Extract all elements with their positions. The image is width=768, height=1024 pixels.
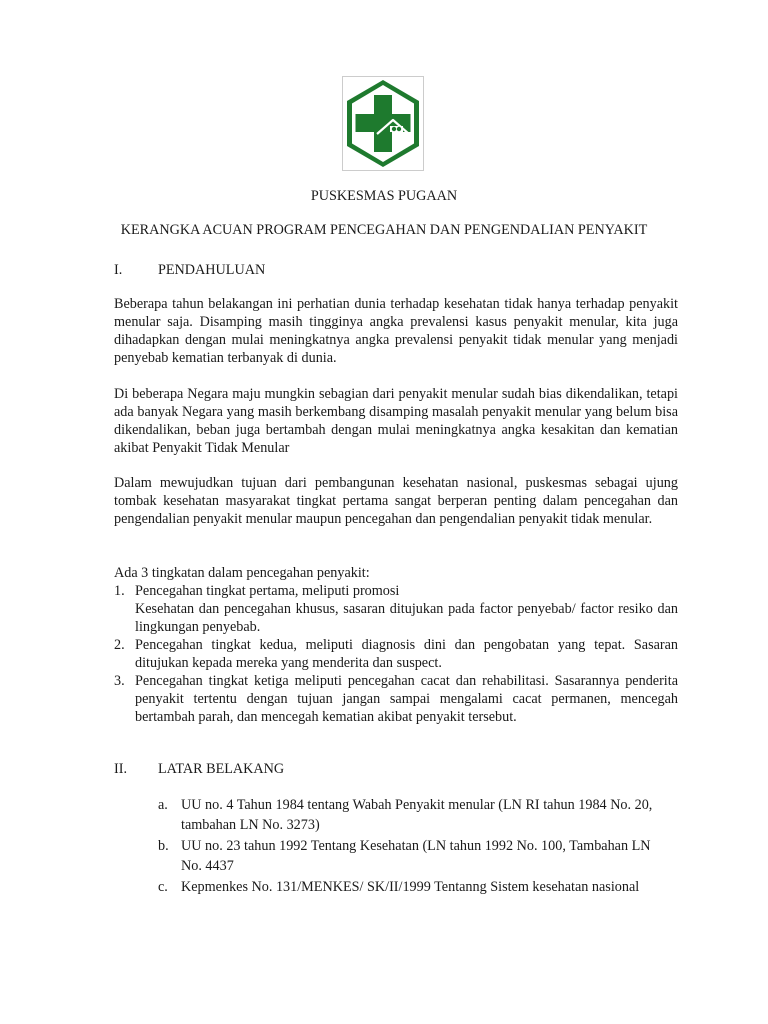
list-marker: a.	[158, 797, 168, 813]
list-item	[114, 582, 678, 636]
list-item	[158, 795, 668, 835]
list-item-text: Pencegahan tingkat kedua, meliputi diagnosis dini dan pengobatan yang tepat. Sasaran ditujukan kepada mereka yang menderita dan suspect.	[135, 637, 678, 671]
paragraph: Dalam mewujudkan tujuan dari pembangunan kesehatan nasional, puskesmas sebagai ujung tombak kesehatan masyarakat tingkat pertama sangat berperan penting dalam pencegahan dan pengendalian penyakit menular maupun pencegahan dan pengendalian penyakit tidak menular.	[114, 475, 678, 527]
list-marker: 3.	[114, 673, 125, 689]
paragraph: Di beberapa Negara maju mungkin sebagian dari penyakit menular sudah bias dikendalikan, tetapi ada banyak Negara yang masih berkembang disamping masalah penyakit menular yang belum bisa dikendalikan, beban juga bertambah dengan mulai meningkatnya angka kesakitan dan kematian akibat Penyakit Tidak Menular	[114, 386, 678, 456]
list-marker: b.	[158, 838, 169, 854]
legal-reference-list	[158, 795, 668, 898]
list-item-text: UU no. 23 tahun 1992 Tentang Kesehatan (LN tahun 1992 No. 100, Tambahan LN No. 4437	[181, 838, 651, 874]
list-item-continuation: Kesehatan dan pencegahan khusus, sasaran ditujukan pada factor penyebab/ factor resiko dan lingkungan penyebab.	[135, 601, 678, 635]
list-item-text: Kepmenkes No. 131/MENKES/ SK/II/1999 Tentanng Sistem kesehatan nasional	[181, 879, 640, 895]
list-item-text: Pencegahan tingkat ketiga meliputi pencegahan cacat dan rehabilitasi. Sasarannya penderita penyakit tertentu dengan tujuan jangan sampai mengalami cacat permanen, mencegah bertambah parah, dan mencegah kematian akibat penyakit tersebut.	[135, 673, 678, 725]
section-title: PENDAHULUAN	[158, 262, 266, 278]
list-item-text: UU no. 4 Tahun 1984 tentang Wabah Penyakit menular (LN RI tahun 1984 No. 20, tambahan LN No. 3273)	[181, 797, 653, 833]
paragraph: Beberapa tahun belakangan ini perhatian dunia terhadap kesehatan tidak hanya terhadap penyakit menular saja. Disamping masih tingginya angka prevalensi kasus penyakit menular, kita juga dihadapkan dengan mulai meningkatnya angka prevalensi penyakit tidak menular yang menjadi penyebab kematian terbanyak di dunia.	[114, 296, 678, 366]
section-title: LATAR BELAKANG	[158, 761, 285, 777]
list-item	[114, 672, 678, 726]
organization-name: PUSKESMAS PUGAAN	[310, 188, 458, 204]
list-marker: c.	[158, 879, 168, 895]
list-item	[158, 836, 668, 876]
list-item-text: Pencegahan tingkat pertama, meliputi promosi	[135, 583, 400, 599]
list-marker: 2.	[114, 637, 125, 653]
section-number: I.	[114, 262, 123, 278]
list-intro: Ada 3 tingkatan dalam pencegahan penyakit:	[114, 565, 370, 581]
list-marker: 1.	[114, 583, 125, 599]
list-item	[114, 636, 678, 672]
puskesmas-logo-icon	[342, 76, 424, 171]
document-title: KERANGKA ACUAN PROGRAM PENCEGAHAN DAN PENGENDALIAN PENYAKIT	[120, 222, 648, 238]
list-item	[158, 877, 668, 897]
section-number: II.	[114, 761, 127, 777]
prevention-level-list	[114, 582, 678, 726]
